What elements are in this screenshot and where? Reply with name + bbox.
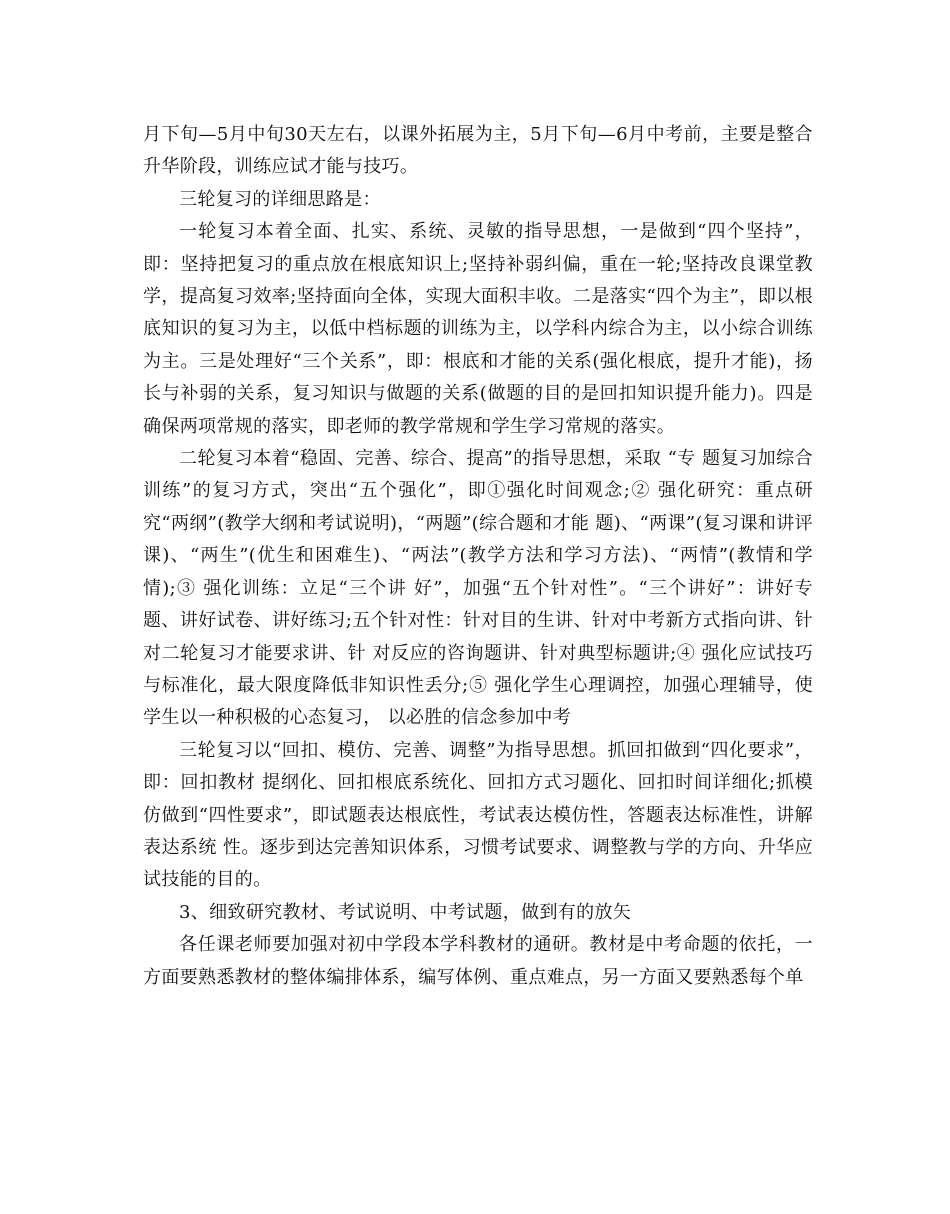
paragraph-textbook-study: 各任课老师要加强对初中学段本学科教材的通研。教材是中考命题的依托，一方面要熟悉教材的整体编排体系，编写体例、重点难点，另一方面又要熟悉每个单: [143, 934, 813, 988]
paragraph-third-round: 三轮复习以“回扣、模仿、完善、调整”为指导思想。抓回扣做到“四化要求”，即：回扣教材 提纲化、回扣根底系统化、回扣方式习题化、回扣时间详细化;抓模仿做到“四性要求”，即试题表达根底性，考试表达模仿性，答题表达标准性，讲解表达系统 性。逐步到达完善知识体系，习惯考试要求、调整教与学的方向、升华应试技能的目的。: [143, 739, 813, 891]
paragraph-review-intro: 三轮复习的详细思路是：: [179, 188, 381, 210]
paragraph-continuation: 月下旬—5月中旬30天左右，以课外拓展为主，5月下旬—6月中考前，主要是整合升华阶段，训练应试才能与技巧。: [143, 124, 813, 178]
document-body: [143, 119, 813, 994]
paragraph-second-round: 二轮复习本着“稳固、完善、综合、提高”的指导思想，采取 “专 题复习加综合训练”的复习方式，突出“五个强化”，即①强化时间观念;② 强化研究：重点研究“两纲”(教学大纲和考试说明)，“两题”(综合题和才能 题)、“两课”(复习课和讲评课)、“两生”(优生和困难生)、“两法”(教学方法和学习方法)、“两情”(教情和学情);③ 强化训练：立足“三个讲 好”，加强“五个针对性”。“三个讲好”：讲好专题、讲好试卷、讲好练习;五个针对性：针对目的生讲、针对中考新方式指向讲、针对二轮复习才能要求讲、针 对反应的咨询题讲、针对典型标题讲;④ 强化应试技巧与标准化，最大限度降低非知识性丢分;⑤ 强化学生心理调控，加强心理辅导，使学生以一种积极的心态复习， 以必胜的信念参加中考: [143, 448, 813, 729]
paragraph-first-round: 一轮复习本着全面、扎实、系统、灵敏的指导思想，一是做到“四个坚持”，即：坚持把复习的重点放在根底知识上;坚持补弱纠偏，重在一轮;坚持改良课堂教学，提高复习效率;坚持面向全体，实现大面积丰收。二是落实“四个为主”，即以根底知识的复习为主，以低中档标题的训练为主，以学科内综合为主，以小综合训练为主。三是处理好“三个关系”，即：根底和才能的关系(强化根底，提升才能)，扬长与补弱的关系，复习知识与做题的关系(做题的目的是回扣知识提升能力)。四是确保两项常规的落实，即老师的教学常规和学生学习常规的落实。: [143, 221, 813, 437]
section-heading-3: 3、细致研究教材、考试说明、中考试题，做到有的放矢: [179, 901, 632, 923]
